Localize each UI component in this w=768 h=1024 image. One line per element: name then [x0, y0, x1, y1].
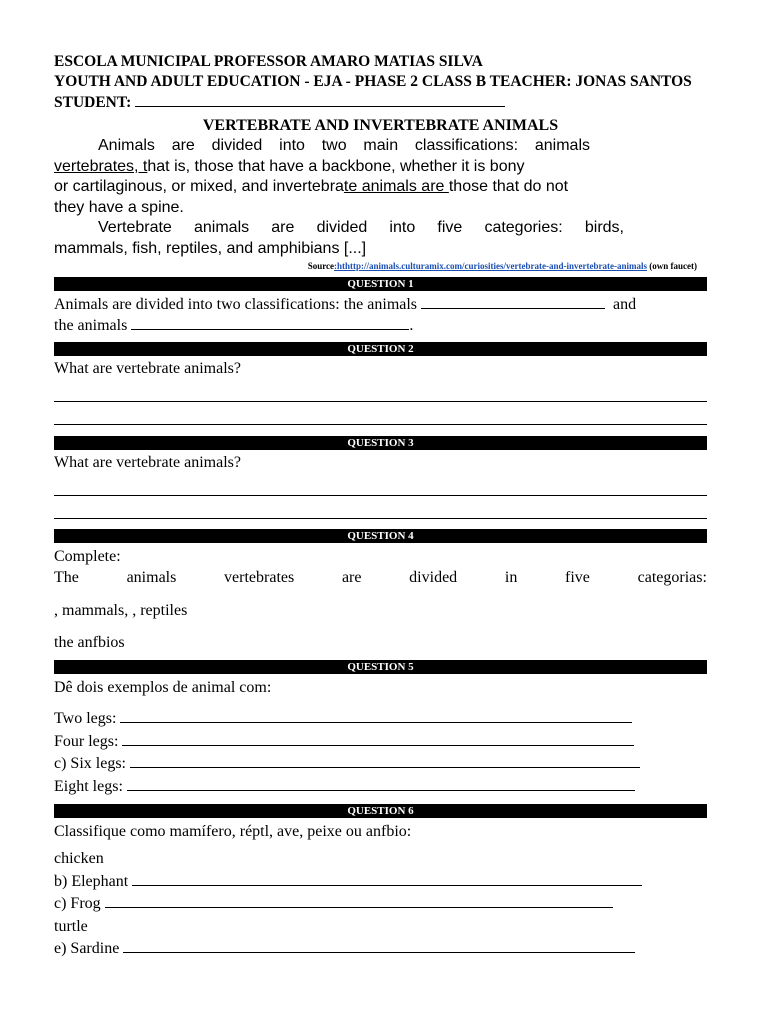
student-name-blank[interactable] [135, 92, 505, 107]
question-5-blank-3[interactable] [130, 755, 640, 768]
question-1-line-2: the animals . [54, 317, 414, 334]
intro-line-4: they have a spine. [54, 198, 184, 216]
question-6-item-2: b) Elephant [54, 871, 707, 894]
student-label: STUDENT: [54, 94, 132, 111]
question-3-prompt: What are vertebrate animals? [54, 454, 241, 471]
question-2-answer-line-2[interactable] [54, 402, 707, 425]
question-6-blank-2[interactable] [132, 873, 642, 886]
intro-text [54, 136, 707, 259]
worksheet-page [54, 52, 707, 961]
question-4-prompt: Complete: [54, 548, 121, 565]
intro-line-6: mammals, fish, reptiles, and amphibians [...] [54, 239, 367, 257]
question-4-header: QUESTION 4 [54, 529, 707, 543]
question-6-item-4: turtle [54, 917, 88, 935]
question-5-prompt: Dê dois exemplos de animal com: [54, 679, 272, 696]
source-link[interactable]: :hthttp://animals.culturamix.com/curiosities/vertebrate-and-invertebrate-animals [334, 261, 647, 271]
question-4-sentence: The animals vertebrates are divided in five categorias: [54, 569, 707, 586]
source-citation: Source:hthttp://animals.culturamix.com/curiosities/vertebrate-and-invertebrate-animals (own faucet) [307, 261, 697, 271]
question-5-item-3: c) Six legs: [54, 753, 707, 776]
worksheet-title: VERTEBRATE AND INVERTEBRATE ANIMALS [202, 117, 559, 134]
question-6-blank-5[interactable] [123, 940, 635, 953]
question-6-item-3: c) Frog [54, 893, 707, 916]
school-name: ESCOLA MUNICIPAL PROFESSOR AMARO MATIAS SILVA [54, 53, 483, 70]
question-5-header: QUESTION 5 [54, 660, 707, 674]
intro-line-1: Animals are divided into two main classifications: animals [98, 137, 590, 154]
question-6-item-1: chicken [54, 850, 104, 867]
question-3-header: QUESTION 3 [54, 436, 707, 450]
question-3-answer-line-2[interactable] [54, 496, 707, 519]
student-line [54, 92, 707, 113]
question-6-header: QUESTION 6 [54, 804, 707, 818]
question-1-header: QUESTION 1 [54, 277, 707, 291]
question-4-line-3: the anfbios [54, 634, 125, 651]
question-6-prompt: Classifique como mamífero, réptl, ave, peixe ou anfbio: [54, 823, 412, 840]
intro-line-2: vertebrates, that is, those that have a backbone, whether it is bony [54, 157, 525, 175]
question-1-blank-2[interactable] [131, 315, 409, 330]
question-1-blank-1[interactable] [421, 294, 605, 309]
question-5-item-4: Eight legs: [54, 776, 707, 799]
question-2-header: QUESTION 2 [54, 342, 707, 356]
question-4-line-2: , mammals, , reptiles [54, 602, 188, 619]
program-line: YOUTH AND ADULT EDUCATION - EJA - PHASE 2 CLASS B TEACHER: JONAS SANTOS [54, 73, 692, 90]
question-1-line-1: Animals are divided into two classifications: the animals and [54, 296, 637, 313]
intro-line-5: Vertebrate animals are divided into five categories: birds, [98, 219, 624, 236]
question-5-blank-1[interactable] [120, 710, 632, 723]
question-5-blank-4[interactable] [127, 778, 635, 791]
question-3-answer-line-1[interactable] [54, 473, 707, 496]
question-2-prompt: What are vertebrate animals? [54, 360, 241, 377]
question-5-blank-2[interactable] [122, 733, 634, 746]
intro-line-3: or cartilaginous, or mixed, and invertebrate animals are those that do not [54, 178, 569, 195]
question-5-item-1: Two legs: [54, 708, 707, 731]
question-6-blank-3[interactable] [105, 895, 613, 908]
question-6-item-5: e) Sardine [54, 938, 707, 961]
question-2-answer-line-1[interactable] [54, 379, 707, 402]
question-5-item-2: Four legs: [54, 731, 707, 754]
